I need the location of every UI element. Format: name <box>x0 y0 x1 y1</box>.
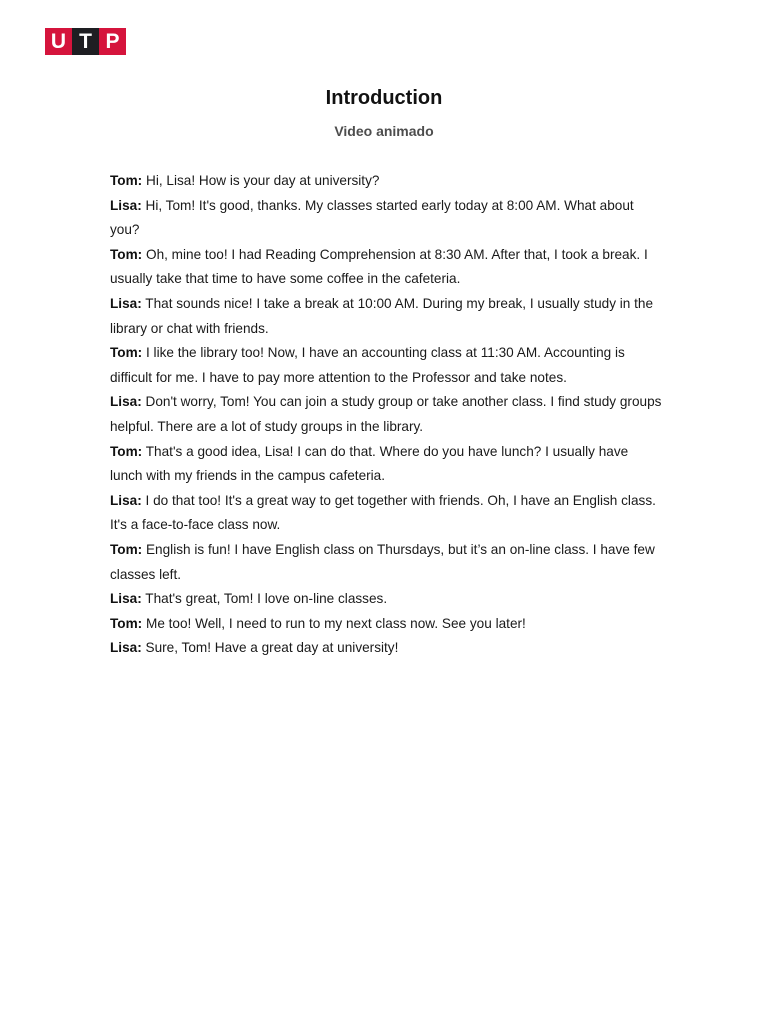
dialogue-line <box>110 169 662 194</box>
speaker-label: Lisa: <box>110 295 142 311</box>
speaker-label: Lisa: <box>110 492 142 508</box>
speaker-label: Lisa: <box>110 591 142 607</box>
speaker-label: Tom: <box>110 443 143 459</box>
dialogue-text: That's great, Tom! I love on-line classes. <box>141 591 388 607</box>
dialogue-text: I do that too! It's a great way to get together with friends. Oh, I have an English class. It's a face-to-face class now. <box>110 492 656 533</box>
speaker-label: Tom: <box>110 246 143 262</box>
dialogue-line <box>110 440 662 489</box>
dialogue-line <box>110 292 662 341</box>
speaker-label: Tom: <box>110 541 143 557</box>
speaker-label: Tom: <box>110 173 143 188</box>
dialogue-text: Hi, Lisa! How is your day at university? <box>142 173 380 188</box>
logo-letter-t: T <box>72 28 99 55</box>
dialogue-text: Me too! Well, I need to run to my next class now. See you later! <box>142 615 526 631</box>
logo-letter-u: U <box>45 28 72 55</box>
dialogue-text: That's a good idea, Lisa! I can do that. Where do you have lunch? I usually have lunch with my friends in the campus cafeteria. <box>110 443 629 484</box>
speaker-label: Lisa: <box>110 640 142 656</box>
dialogue-text: I like the library too! Now, I have an accounting class at 11:30 AM. Accounting is difficult for me. I have to pay more attention to the Professor and take notes. <box>110 345 625 385</box>
dialogue-line <box>110 341 662 390</box>
dialogue-line <box>110 243 662 292</box>
dialogue-text: That sounds nice! I take a break at 10:00 AM. During my break, I usually study in the library or chat with friends. <box>110 295 654 336</box>
page-title: Introduction <box>325 87 443 109</box>
dialogue-line <box>110 194 662 243</box>
dialogue-line <box>110 538 662 587</box>
dialogue-text: Sure, Tom! Have a great day at university! <box>141 640 399 656</box>
dialogue-text: English is fun! I have English class on Thursdays, but it’s an on-line class. I have few classes left. <box>110 541 655 582</box>
dialogue-line <box>110 587 662 612</box>
dialogue-text: Hi, Tom! It's good, thanks. My classes started early today at 8:00 AM. What about you? <box>110 197 634 238</box>
speaker-label: Lisa: <box>110 394 142 410</box>
page-subtitle: Video animado <box>334 123 434 139</box>
dialogue-line <box>110 612 662 637</box>
logo-letter-p: P <box>99 28 126 55</box>
speaker-label: Tom: <box>110 345 143 361</box>
speaker-label: Lisa: <box>110 197 142 213</box>
dialogue-transcript <box>110 169 662 661</box>
dialogue-text: Don't worry, Tom! You can join a study group or take another class. I find study groups helpful. There are a lot of study groups in the library. <box>110 394 662 434</box>
dialogue-line <box>110 489 662 538</box>
dialogue-text: Oh, mine too! I had Reading Comprehension at 8:30 AM. After that, I took a break. I usually take that time to have some coffee in the cafeteria. <box>110 246 648 287</box>
dialogue-line <box>110 390 662 439</box>
speaker-label: Tom: <box>110 615 143 631</box>
utp-logo <box>45 28 126 55</box>
dialogue-line <box>110 636 662 661</box>
